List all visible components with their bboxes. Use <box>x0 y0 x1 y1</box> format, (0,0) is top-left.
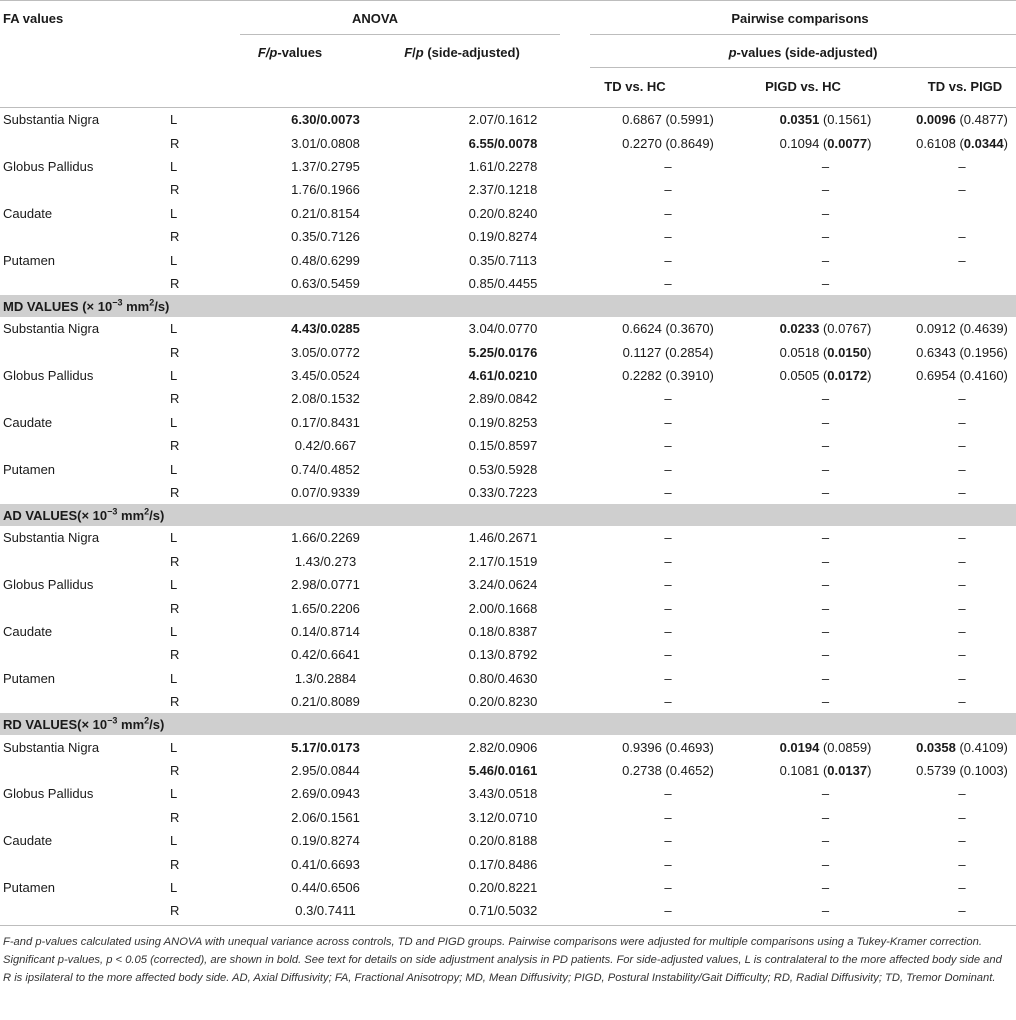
td-pigd-cell: – <box>958 833 966 849</box>
pigd-hc-cell: – <box>821 577 830 593</box>
side-cell: L <box>170 205 178 221</box>
td-pigd-cell: – <box>958 485 966 501</box>
pairwise-heading: Pairwise comparisons <box>731 11 869 26</box>
fp-side-cell: 0.13/0.8792 <box>468 647 538 663</box>
section-title-text: RD VALUES(× 10 <box>3 716 108 732</box>
fp-side-cell: 0.20/0.8188 <box>468 833 538 849</box>
structure-cell: Putamen <box>3 670 56 686</box>
table-row <box>0 829 1016 852</box>
section-unit-tail: /s) <box>149 716 165 732</box>
pairwise-rule <box>590 34 1016 35</box>
results-table <box>0 108 1016 923</box>
fp-side-cell: 0.35/0.7113 <box>469 252 537 268</box>
section-unit-tail: /s) <box>149 507 165 523</box>
td-pigd-cell: – <box>958 903 966 919</box>
fp-side-cell: 0.85/0.4455 <box>468 275 538 291</box>
pigd-hc-cell: – <box>821 275 830 291</box>
side-cell: R <box>170 275 180 291</box>
table-row <box>0 735 1016 758</box>
table-header <box>0 0 1016 108</box>
table-row <box>0 806 1016 829</box>
table-row <box>0 108 1016 131</box>
td-hc-cell: – <box>664 414 672 430</box>
fp-cell: 0.42/0.6641 <box>291 647 360 663</box>
structure-cell <box>0 434 168 457</box>
td-pigd-cell: – <box>958 553 966 569</box>
table-row <box>0 759 1016 782</box>
side-cell: R <box>170 485 180 501</box>
fp-cell: 1.37/0.2795 <box>291 158 360 174</box>
fp-cell: 0.42/0.667 <box>294 438 357 454</box>
table-row <box>0 643 1016 666</box>
table-row <box>0 899 1016 922</box>
td-pigd-cell: – <box>958 600 966 616</box>
anova-rule <box>240 34 560 35</box>
table-row <box>0 387 1016 410</box>
td-pigd-cell: – <box>958 414 966 430</box>
pigd-hc-cell: – <box>821 694 830 710</box>
pigd-hc-cell: – <box>821 786 830 802</box>
td-hc-cell: – <box>664 530 672 546</box>
section-title <box>0 295 1016 317</box>
td-hc-cell: 0.6867 (0.5991) <box>622 112 714 128</box>
td-pigd-cell: – <box>958 158 966 174</box>
td-hc-cell: 0.2738 (0.4652) <box>622 762 714 778</box>
td-hc-cell: – <box>664 786 672 802</box>
td-hc-heading: TD vs. HC <box>604 79 666 94</box>
fp-cell: 1.66/0.2269 <box>291 530 360 546</box>
td-hc-cell: – <box>664 438 672 454</box>
fp-side-cell: 3.43/0.0518 <box>468 786 538 802</box>
side-cell: R <box>170 856 180 872</box>
structure-cell: Globus Pallidus <box>3 577 94 593</box>
section-header-row <box>0 504 1016 526</box>
td-pigd-cell: – <box>958 879 966 895</box>
structure-cell <box>0 272 168 295</box>
td-hc-cell: – <box>664 600 672 616</box>
pigd-hc-cell: – <box>821 647 830 663</box>
table-row <box>0 411 1016 434</box>
fp-side-cell: 0.18/0.8387 <box>468 624 538 639</box>
side-cell: R <box>170 391 180 407</box>
td-hc-cell: – <box>664 647 672 663</box>
pigd-hc-cell: – <box>821 879 830 895</box>
structure-cell: Caudate <box>3 624 53 639</box>
structure-cell <box>0 131 168 154</box>
table-row <box>0 481 1016 504</box>
td-hc-cell: – <box>664 670 672 686</box>
td-pigd-cell <box>908 202 1016 225</box>
section-unit-exponent: 2 <box>149 297 155 308</box>
fp-side-cell: 0.71/0.5032 <box>468 903 538 919</box>
fp-side-cell: 0.19/0.8253 <box>468 414 538 430</box>
fp-side-cell: 0.80/0.4630 <box>468 670 538 686</box>
fp-side-cell: 2.89/0.0842 <box>468 391 538 407</box>
structure-cell: Putamen <box>3 461 56 477</box>
fp-side-cell: 0.20/0.8240 <box>468 205 538 221</box>
pigd-hc-cell: – <box>821 205 830 221</box>
section-unit: mm <box>117 716 145 732</box>
fp-side-cell: 2.00/0.1668 <box>468 600 538 616</box>
section-unit-tail: /s) <box>154 298 170 314</box>
side-cell: L <box>170 530 178 546</box>
td-pigd-cell: – <box>958 530 966 546</box>
td-pigd-cell: – <box>958 252 966 268</box>
side-cell: L <box>170 739 178 755</box>
structure-cell: Globus Pallidus <box>3 158 94 174</box>
fp-side-cell: 2.07/0.1612 <box>468 112 538 128</box>
table-row <box>0 596 1016 619</box>
side-cell: R <box>170 229 180 245</box>
fp-cell: 0.63/0.5459 <box>291 275 360 291</box>
side-cell: L <box>170 252 178 268</box>
fp-cell: 1.3/0.2884 <box>294 670 357 686</box>
pigd-hc-cell: – <box>821 461 830 477</box>
fp-cell: 0.17/0.8431 <box>291 414 360 430</box>
td-hc-cell: – <box>664 624 672 639</box>
td-pigd-cell: – <box>958 670 966 686</box>
fp-side-cell: 0.17/0.8486 <box>468 856 538 872</box>
td-pigd-cell: 0.0912 (0.4639) <box>916 321 1008 337</box>
fp-side-cell: 2.82/0.0906 <box>468 739 538 755</box>
fp-side-cell: 0.15/0.8597 <box>468 438 538 454</box>
fa-values-heading: FA values <box>3 11 64 26</box>
table-row <box>0 202 1016 225</box>
side-cell: R <box>170 182 180 198</box>
td-hc-cell: – <box>664 391 672 407</box>
fp-cell: 5.17/0.0173 <box>291 739 360 755</box>
td-hc-cell: – <box>664 809 672 825</box>
td-pigd-cell <box>908 272 1016 295</box>
td-pigd-cell: 0.0358 (0.4109) <box>916 739 1008 755</box>
td-hc-cell: 0.2282 (0.3910) <box>622 368 714 384</box>
section-unit: mm <box>117 507 145 523</box>
fp-side-cell: 5.46/0.0161 <box>468 762 538 778</box>
fp-side-cell: 3.24/0.0624 <box>468 577 538 593</box>
side-cell: R <box>170 344 180 360</box>
fp-cell: 0.3/0.7411 <box>295 903 356 919</box>
td-pigd-cell: – <box>958 647 966 663</box>
table-row <box>0 782 1016 805</box>
pigd-hc-cell: 0.1081 (0.0137) <box>779 762 872 778</box>
section-unit-exponent: 2 <box>144 715 150 726</box>
section-exponent: −3 <box>112 297 123 308</box>
table-row <box>0 526 1016 549</box>
td-pigd-cell: – <box>958 229 966 245</box>
fp-side-cell: 0.20/0.8230 <box>468 694 538 710</box>
side-cell: R <box>170 762 180 778</box>
section-exponent: −3 <box>107 715 118 726</box>
td-pigd-heading: TD vs. PIGD <box>927 79 1003 94</box>
td-pigd-cell: 0.5739 (0.1003) <box>916 762 1008 778</box>
td-hc-cell: – <box>664 252 672 268</box>
structure-cell: Caudate <box>3 205 53 221</box>
table-row <box>0 178 1016 201</box>
fp-cell: 0.74/0.4852 <box>291 461 360 477</box>
side-cell: L <box>170 624 178 639</box>
table-row <box>0 573 1016 596</box>
td-hc-cell: 0.2270 (0.8649) <box>622 135 714 151</box>
fp-side-cell: 3.04/0.0770 <box>468 321 538 337</box>
fp-cell: 3.45/0.0524 <box>291 368 360 384</box>
structure-cell: Globus Pallidus <box>3 786 94 802</box>
structure-cell: Substantia Nigra <box>3 739 100 755</box>
td-hc-cell: – <box>664 694 672 710</box>
fp-cell: 0.44/0.6506 <box>291 879 360 895</box>
pigd-hc-cell: – <box>821 670 830 686</box>
structure-cell <box>0 596 168 619</box>
table-row <box>0 550 1016 573</box>
fp-side-cell: 1.61/0.2278 <box>468 158 538 174</box>
td-hc-cell: – <box>664 158 672 174</box>
fp-cell: 3.05/0.0772 <box>291 344 360 360</box>
structure-cell <box>0 550 168 573</box>
fp-cell: 1.65/0.2206 <box>291 600 360 616</box>
structure-cell: Caudate <box>3 833 53 849</box>
structure-cell: Putamen <box>3 879 56 895</box>
td-pigd-cell: – <box>958 786 966 802</box>
structure-cell: Substantia Nigra <box>3 112 100 128</box>
fp-cell: 1.43/0.273 <box>294 553 357 569</box>
table-row <box>0 131 1016 154</box>
td-pigd-cell: – <box>958 182 966 198</box>
pigd-hc-cell: – <box>821 530 830 546</box>
fp-side-cell: 6.55/0.0078 <box>468 135 538 151</box>
table-row <box>0 364 1016 387</box>
pigd-hc-cell: – <box>821 391 830 407</box>
structure-cell: Caudate <box>3 414 53 430</box>
td-hc-cell: – <box>664 553 672 569</box>
td-pigd-cell: 0.6954 (0.4160) <box>916 368 1008 384</box>
fp-cell: 2.98/0.0771 <box>291 577 360 593</box>
side-cell: L <box>170 461 178 477</box>
side-cell: R <box>170 135 180 151</box>
pigd-hc-cell: – <box>821 229 830 245</box>
structure-cell <box>0 759 168 782</box>
td-pigd-cell: 0.6108 (0.0344) <box>916 135 1008 151</box>
anova-heading: ANOVA <box>352 11 398 26</box>
pigd-hc-cell: 0.0518 (0.0150) <box>779 344 872 360</box>
structure-cell <box>0 852 168 875</box>
pigd-hc-cell: 0.0351 (0.1561) <box>779 112 872 128</box>
table-row <box>0 248 1016 271</box>
structure-cell: Substantia Nigra <box>3 530 100 546</box>
td-pigd-cell: – <box>958 624 966 639</box>
structure-cell <box>0 690 168 713</box>
side-cell: R <box>170 600 180 616</box>
pigd-hc-cell: – <box>821 485 830 501</box>
side-cell: L <box>170 577 178 593</box>
fp-cell: 0.48/0.6299 <box>291 252 360 268</box>
section-header-row <box>0 713 1016 735</box>
side-cell: R <box>170 647 180 663</box>
fp-side-cell: 0.20/0.8221 <box>468 879 538 895</box>
table-row <box>0 272 1016 295</box>
td-hc-cell: 0.1127 (0.2854) <box>622 344 714 360</box>
side-cell: R <box>170 553 180 569</box>
table-row <box>0 317 1016 340</box>
td-hc-cell: – <box>664 879 672 895</box>
fp-side-cell: 0.19/0.8274 <box>468 229 538 245</box>
td-hc-cell: 0.9396 (0.4693) <box>622 739 714 755</box>
pigd-hc-cell: – <box>821 414 830 430</box>
fp-cell: 0.35/0.7126 <box>291 229 360 245</box>
td-hc-cell: 0.6624 (0.3670) <box>622 321 714 337</box>
table-row <box>0 341 1016 364</box>
table-row <box>0 620 1016 643</box>
td-hc-cell: – <box>664 182 672 198</box>
side-cell: L <box>170 670 178 686</box>
side-cell: L <box>170 158 178 174</box>
structure-cell <box>0 178 168 201</box>
side-cell: R <box>170 438 180 454</box>
structure-cell: Substantia Nigra <box>3 321 100 337</box>
fp-cell: 2.95/0.0844 <box>291 762 360 778</box>
td-hc-cell: – <box>664 275 672 291</box>
table-row <box>0 457 1016 480</box>
section-unit-exponent: 2 <box>144 506 150 517</box>
fp-side-cell: 2.17/0.1519 <box>468 553 538 569</box>
pigd-hc-heading: PIGD vs. HC <box>765 79 841 94</box>
td-pigd-cell: – <box>958 577 966 593</box>
fp-cell: 4.43/0.0285 <box>291 321 360 337</box>
pigd-hc-cell: – <box>821 856 830 872</box>
table-row <box>0 690 1016 713</box>
section-title <box>0 504 1016 526</box>
fp-cell: 0.14/0.8714 <box>291 624 360 639</box>
pigd-hc-cell: 0.0505 (0.0172) <box>779 368 872 384</box>
fp-values-heading: F/p-values <box>257 45 323 60</box>
fp-cell: 1.76/0.1966 <box>291 182 360 198</box>
p-side-rule <box>590 67 1016 68</box>
p-side-heading: p-values (side-adjusted) <box>728 45 878 60</box>
fp-side-cell: 4.61/0.0210 <box>468 368 538 384</box>
fp-side-cell: 2.37/0.1218 <box>468 182 538 198</box>
side-cell: L <box>170 786 178 802</box>
pigd-hc-cell: – <box>821 600 830 616</box>
table-row <box>0 667 1016 690</box>
section-title <box>0 713 1016 735</box>
fp-cell: 2.06/0.1561 <box>291 809 360 825</box>
fp-cell: 0.07/0.9339 <box>291 485 360 501</box>
fp-side-cell: 0.53/0.5928 <box>468 461 538 477</box>
td-hc-cell: – <box>664 461 672 477</box>
pigd-hc-cell: – <box>821 809 830 825</box>
pigd-hc-cell: 0.0194 (0.0859) <box>779 739 872 755</box>
fp-cell: 3.01/0.0808 <box>291 135 360 151</box>
structure-cell: Globus Pallidus <box>3 368 94 384</box>
side-cell: L <box>170 833 178 849</box>
structure-cell <box>0 481 168 504</box>
table-row <box>0 155 1016 178</box>
structure-cell <box>0 899 168 922</box>
side-cell: L <box>170 112 178 128</box>
pigd-hc-cell: – <box>821 903 830 919</box>
td-hc-cell: – <box>664 229 672 245</box>
td-pigd-cell: – <box>958 856 966 872</box>
td-pigd-cell: 0.6343 (0.1956) <box>916 344 1008 360</box>
fp-cell: 6.30/0.0073 <box>291 112 360 128</box>
fp-cell: 0.21/0.8089 <box>291 694 360 710</box>
pigd-hc-cell: – <box>821 438 830 454</box>
fp-cell: 0.41/0.6693 <box>291 856 360 872</box>
pigd-hc-cell: – <box>821 182 830 198</box>
structure-cell <box>0 387 168 410</box>
pigd-hc-cell: 0.1094 (0.0077) <box>779 135 872 151</box>
structure-cell: Putamen <box>3 252 56 268</box>
section-title-text: AD VALUES(× 10 <box>3 507 108 523</box>
section-unit: mm <box>122 298 150 314</box>
fp-cell: 0.21/0.8154 <box>291 205 360 221</box>
pigd-hc-cell: – <box>821 624 830 639</box>
structure-cell <box>0 643 168 666</box>
side-cell: R <box>170 809 180 825</box>
pigd-hc-cell: 0.0233 (0.0767) <box>779 321 872 337</box>
fp-side-cell: 1.46/0.2671 <box>468 530 538 546</box>
fp-side-heading: F/p (side-adjusted) <box>404 45 520 60</box>
fp-cell: 2.08/0.1532 <box>291 391 360 407</box>
side-cell: R <box>170 903 180 919</box>
side-cell: R <box>170 694 180 710</box>
pigd-hc-cell: – <box>821 252 830 268</box>
td-hc-cell: – <box>664 577 672 593</box>
fp-side-cell: 5.25/0.0176 <box>468 344 538 360</box>
section-exponent: −3 <box>107 506 118 517</box>
side-cell: L <box>170 368 178 384</box>
structure-cell <box>0 806 168 829</box>
td-pigd-cell: – <box>958 694 966 710</box>
td-hc-cell: – <box>664 856 672 872</box>
pigd-hc-cell: – <box>821 553 830 569</box>
td-pigd-cell: – <box>958 438 966 454</box>
section-header-row <box>0 295 1016 317</box>
table-row <box>0 434 1016 457</box>
td-hc-cell: – <box>664 833 672 849</box>
td-hc-cell: – <box>664 903 672 919</box>
table-row <box>0 225 1016 248</box>
td-pigd-cell: – <box>958 391 966 407</box>
pigd-hc-cell: – <box>821 158 830 174</box>
fp-side-cell: 0.33/0.7223 <box>468 485 538 501</box>
fp-side-cell: 3.12/0.0710 <box>468 809 538 825</box>
td-pigd-cell: – <box>958 461 966 477</box>
structure-cell <box>0 225 168 248</box>
table-row <box>0 876 1016 899</box>
section-title-text: MD VALUES (× 10 <box>3 298 113 314</box>
fp-cell: 0.19/0.8274 <box>291 833 360 849</box>
td-hc-cell: – <box>664 205 672 221</box>
footnote: F-and p-values calculated using ANOVA with unequal variance across controls, TD and PIGD groups. Pairwise comparisons were adjusted for multiple comparisons using a Tukey-Kramer correction. Significant p-values, p < 0.05 (corrected), are shown in bold. See text for details on side adjustment analysis in PD patients. For side-adjusted values, L is contralateral to the more affected body side and R is ipsilateral to the more affected body side. AD, Axial Diffusivity; FA, Fractional Anisotropy; MD, Mean Diffusivity; PIGD, Postural Instability/Gait Difficulty; RD, Radial Diffusivity; TD, Tremor Dominant. <box>3 935 1002 984</box>
td-pigd-cell: – <box>958 809 966 825</box>
fp-cell: 2.69/0.0943 <box>291 786 360 802</box>
table-row <box>0 852 1016 875</box>
pigd-hc-cell: – <box>821 833 830 849</box>
side-cell: L <box>170 879 178 895</box>
structure-cell <box>0 341 168 364</box>
side-cell: L <box>170 414 178 430</box>
td-pigd-cell: 0.0096 (0.4877) <box>916 112 1008 128</box>
td-hc-cell: – <box>664 485 672 501</box>
side-cell: L <box>170 321 178 337</box>
